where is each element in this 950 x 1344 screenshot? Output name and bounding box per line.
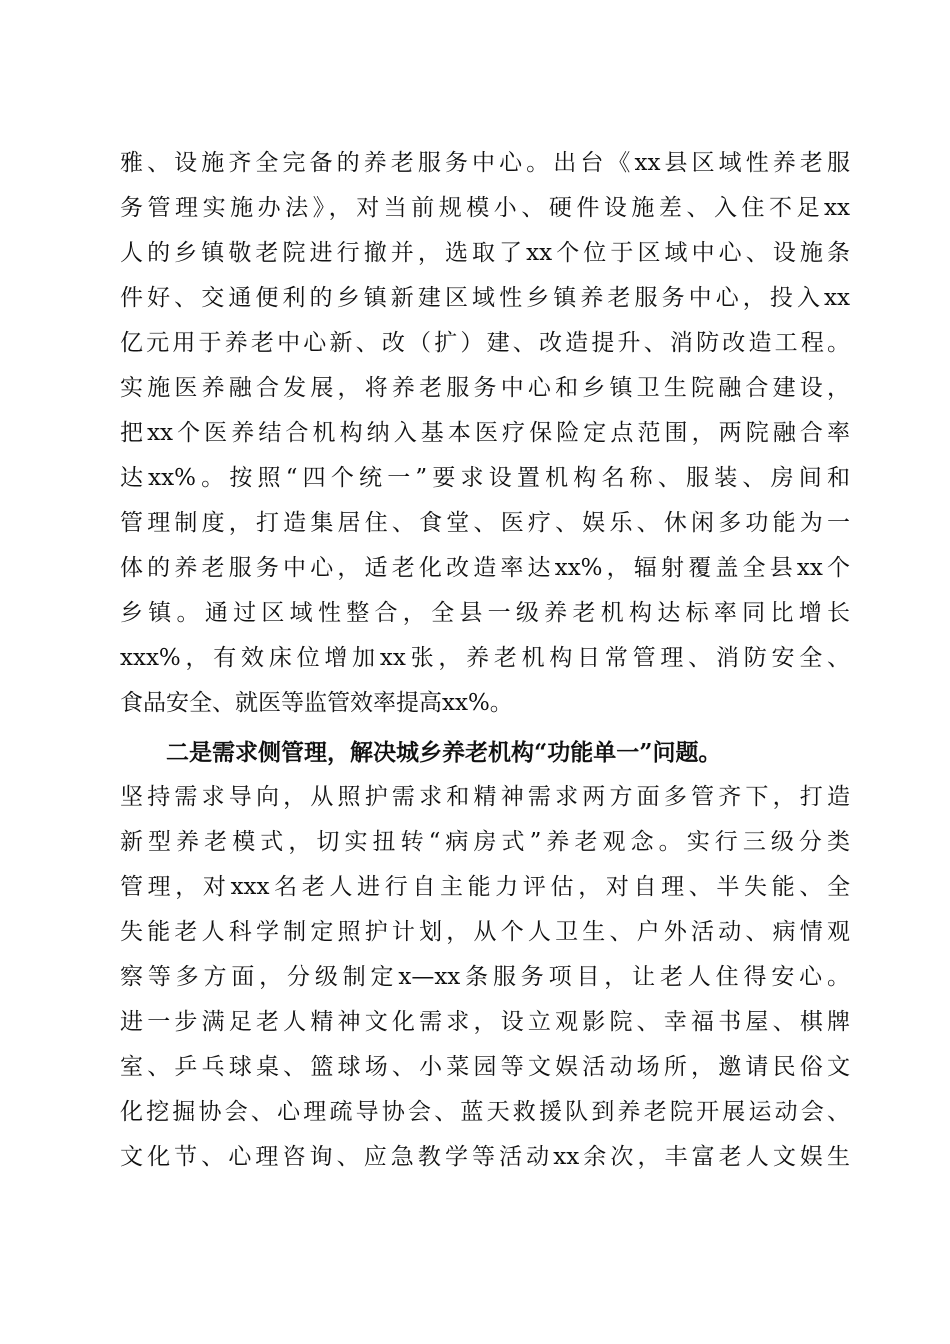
paragraph-line: 察等多方面，分级制定x—xx条服务项目，让老人住得安心。 xyxy=(120,964,850,990)
paragraph-2 xyxy=(120,730,850,1180)
document-body xyxy=(120,141,850,1180)
paragraph-line: 文化节、心理咨询、应急教学等活动xx余次，丰富老人文娱生 xyxy=(120,1144,850,1170)
paragraph-line: xxx%，有效床位增加xx张，养老机构日常管理、消防安全、 xyxy=(120,645,850,671)
paragraph-line: 务管理实施办法》，对当前规模小、硬件设施差、入住不足xx xyxy=(120,195,850,221)
paragraph-line: 乡镇。通过区域性整合，全县一级养老机构达标率同比增长 xyxy=(120,600,850,626)
paragraph-line: 管理制度，打造集居住、食堂、医疗、娱乐、休闲多功能为一 xyxy=(120,510,850,536)
paragraph-line: 进一步满足老人精神文化需求，设立观影院、幸福书屋、棋牌 xyxy=(120,1009,850,1035)
paragraph-line: 亿元用于养老中心新、改（扩）建、改造提升、消防改造工程。 xyxy=(120,330,850,356)
paragraph-line: 件好、交通便利的乡镇新建区域性乡镇养老服务中心，投入xx xyxy=(120,285,850,311)
paragraph-line: 室、乒乓球桌、篮球场、小菜园等文娱活动场所，邀请民俗文 xyxy=(120,1054,850,1080)
paragraph-line: 体的养老服务中心，适老化改造率达xx%，辐射覆盖全县xx个 xyxy=(120,555,850,581)
paragraph-line: 化挖掘协会、心理疏导协会、蓝天救援队到养老院开展运动会、 xyxy=(120,1099,850,1125)
paragraph-line: 新型养老模式，切实扭转“病房式”养老观念。实行三级分类 xyxy=(120,829,850,855)
paragraph-line: 达xx%。按照“四个统一”要求设置机构名称、服装、房间和 xyxy=(120,465,850,491)
paragraph-line: 食品安全、就医等监管效率提高xx%。 xyxy=(120,690,513,716)
paragraph-line: 人的乡镇敬老院进行撤并，选取了xx个位于区域中心、设施条 xyxy=(120,240,850,266)
paragraph-line: 雅、设施齐全完备的养老服务中心。出台《xx县区域性养老服 xyxy=(120,150,850,176)
paragraph-line: 把xx个医养结合机构纳入基本医疗保险定点范围，两院融合率 xyxy=(120,420,850,446)
paragraph-line: 坚持需求导向，从照护需求和精神需求两方面多管齐下，打造 xyxy=(120,784,850,810)
paragraph-line: 实施医养融合发展，将养老服务中心和乡镇卫生院融合建设， xyxy=(120,375,850,401)
paragraph-line: 失能老人科学制定照护计划，从个人卫生、户外活动、病情观 xyxy=(120,919,850,945)
section-heading: 二是需求侧管理，解决城乡养老机构“功能单一”问题。 xyxy=(166,739,722,766)
paragraph-1 xyxy=(120,141,850,726)
paragraph-line: 管理，对xxx名老人进行自主能力评估，对自理、半失能、全 xyxy=(120,874,850,900)
